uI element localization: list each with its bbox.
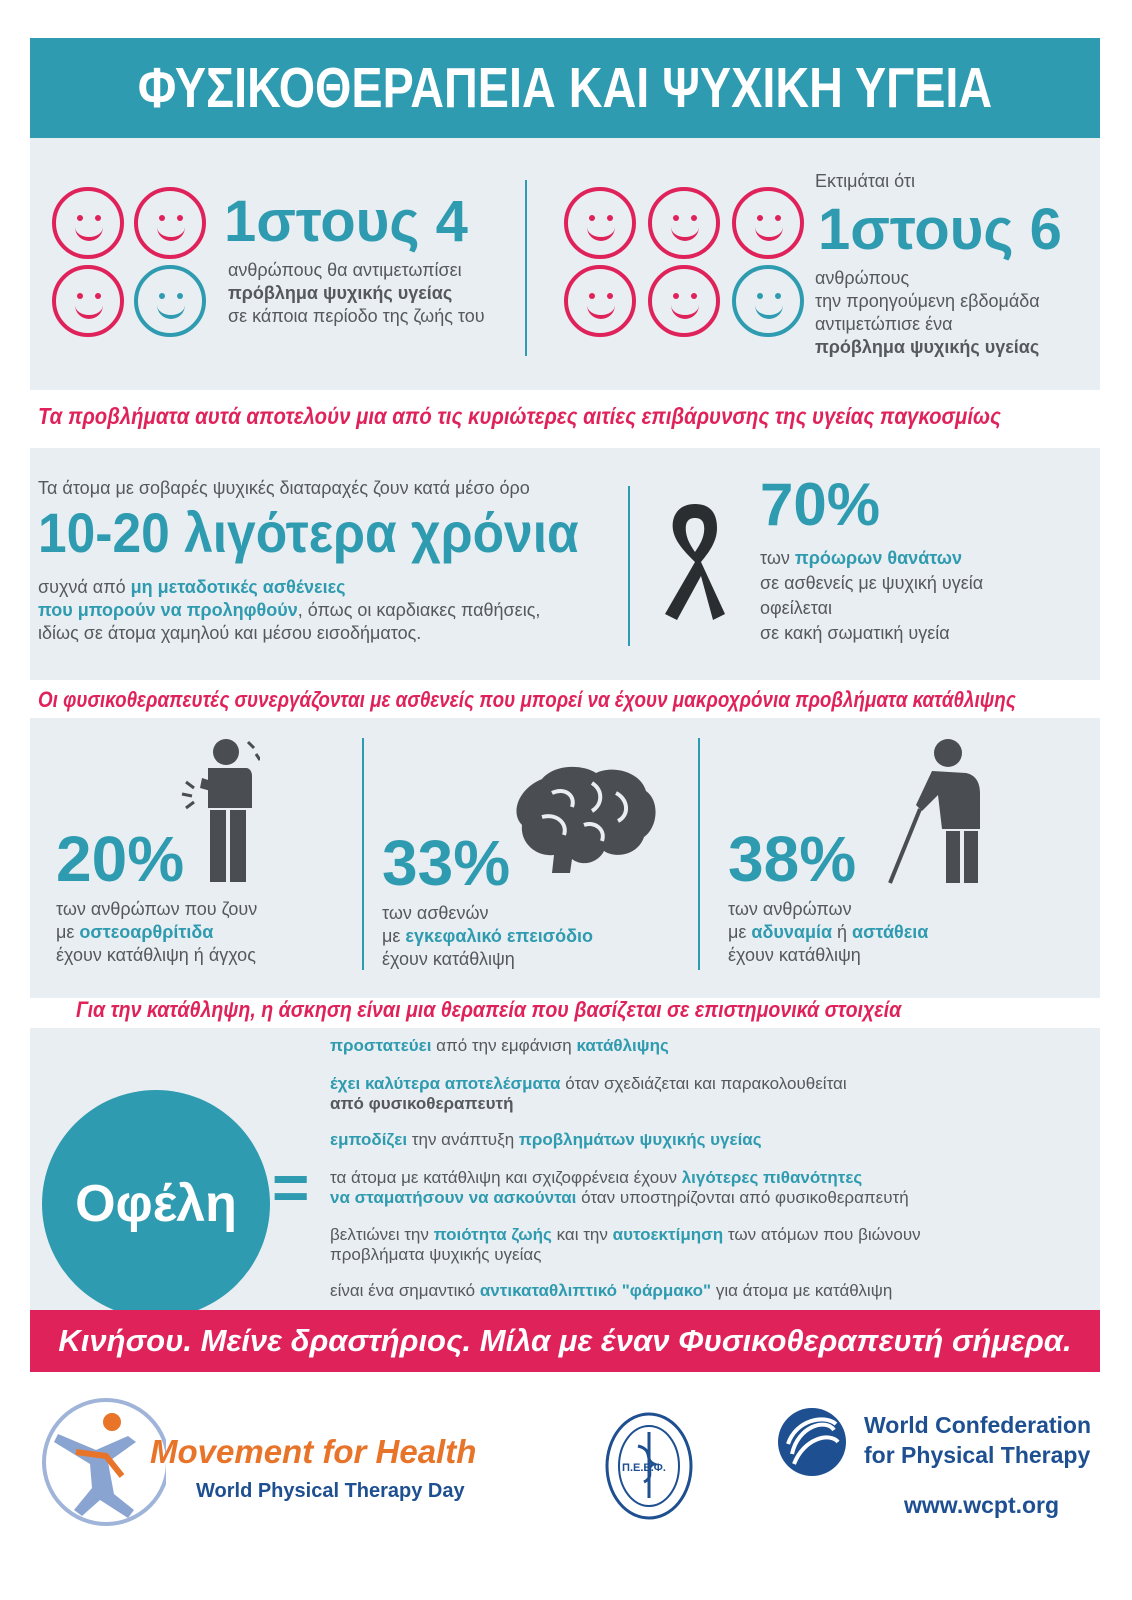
benefit-item: προστατεύει από την εμφάνιση κατάθλιψης [330, 1036, 669, 1055]
premature-deaths-line4: σε κακή σωματική υγεία [760, 623, 950, 643]
benefit-item: τα άτομα με κατάθλιψη και σχιζοφρένεια έχουν λιγότερες πιθανότητες [330, 1168, 863, 1187]
wcpt-name-line1: World Confederation [864, 1412, 1092, 1438]
stat-one-in-six-line4: πρόβλημα ψυχικής υγείας [815, 337, 1040, 357]
osteoarthritis-line1: των ανθρώπων που ζουν [56, 899, 258, 919]
movement-for-health-subtitle: World Physical Therapy Day [196, 1480, 465, 1502]
benefits-title: Οφέλη [75, 1175, 237, 1233]
osteoarthritis-line3: έχουν κατάθλιψη ή άγχος [56, 945, 256, 965]
movement-for-health-title: Movement for Health [150, 1433, 477, 1470]
stat-one-in-four-line1: ανθρώπους θα αντιμετωπίσει [228, 260, 462, 280]
premature-deaths-line1: των πρόωρων θανάτων [760, 548, 963, 568]
premature-deaths-stat: 70% [760, 471, 881, 538]
frailty-line2: με αδυναμία ή αστάθεια [728, 922, 929, 942]
wcpt-website-link[interactable]: www.wcpt.org [904, 1492, 1060, 1518]
premature-deaths-line3: οφείλεται [760, 598, 832, 618]
life-expectancy-stat: 10-20 λιγότερα χρόνια [38, 501, 579, 564]
stat-one-in-six: 1στους 6 [818, 197, 1062, 262]
benefits-circle [42, 1090, 270, 1318]
person-in-pain-icon [178, 738, 260, 886]
divider [362, 738, 364, 970]
benefit-item: εμποδίζει την ανάπτυξη προβλημάτων ψυχικής υγείας [330, 1130, 762, 1149]
stat-one-in-six-pre: Εκτιμάται ότι [815, 171, 916, 191]
osteoarthritis-stat: 20% [56, 823, 185, 895]
wcpt-name-line2: for Physical Therapy [864, 1442, 1091, 1468]
divider [525, 180, 527, 356]
brain-icon [512, 763, 658, 875]
life-expectancy-line1: συχνά από μη μεταδοτικές ασθένειες [38, 577, 346, 597]
page-title: ΦΥΣΙΚΟΘΕΡΑΠΕΙΑ ΚΑΙ ΨΥΧΙΚΗ ΥΓΕΙΑ [137, 56, 993, 120]
elderly-person-with-cane-icon [886, 737, 998, 887]
stroke-stat: 33% [382, 827, 511, 899]
stat-one-in-four-line3: σε κάποια περίοδο της ζωής του [228, 306, 485, 326]
life-expectancy-line3: ιδίως σε άτομα χαμηλού και μέσου εισοδήματος. [38, 623, 422, 643]
movement-for-health-logo-icon [36, 1392, 166, 1532]
osteoarthritis-line2: με οστεοαρθρίτιδα [56, 922, 214, 942]
premature-deaths-line2: σε ασθενείς με ψυχική υγεία [760, 573, 984, 593]
life-expectancy-line2: που μπορούν να προληφθούν, όπως οι καρδιακες παθήσεις, [38, 600, 541, 620]
headline-burden: Τα προβλήματα αυτά αποτελούν μια από τις κυριώτερες αιτίες επιβάρυνσης της υγείας παγκοσμίως [38, 403, 1001, 429]
benefit-item-cont: από φυσικοθεραπευτή [330, 1094, 514, 1113]
divider [628, 486, 630, 646]
frailty-line3: έχουν κατάθλιψη [728, 945, 861, 965]
awareness-ribbon-icon [655, 496, 735, 622]
life-expectancy-pre: Τα άτομα με σοβαρές ψυχικές διαταραχές ζουν κατά μέσο όρο [38, 478, 530, 498]
stat-one-in-four-line2: πρόβλημα ψυχικής υγείας [228, 283, 453, 303]
stat-one-in-four: 1στους 4 [224, 189, 468, 254]
stroke-line1: των ασθενών [382, 903, 489, 923]
benefit-item: έχει καλύτερα αποτελέσματα όταν σχεδιάζεται και παρακολουθείται [330, 1074, 847, 1093]
wcpt-logo-icon [776, 1406, 848, 1478]
stroke-line2: με εγκεφαλικό επεισόδιο [382, 926, 594, 946]
benefit-item: βελτιώνει την ποιότητα ζωής και την αυτοεκτίμηση των ατόμων που βιώνουν [330, 1225, 921, 1244]
stat-one-in-six-line2: την προηγούμενη εβδομάδα [815, 291, 1040, 311]
benefit-item-cont: να σταματήσουν να ασκούνται όταν υποστηρίζονται από φυσικοθεραπευτή [330, 1188, 909, 1207]
peef-seal-text: Π.Ε.Ε.Φ. [622, 1462, 666, 1474]
headline-exercise: Για την κατάθληψη, η άσκηση είναι μια θεραπεία που βασίζεται σε επιστημονικά στοιχεία [76, 997, 902, 1022]
stat-one-in-six-line3: αντιμετώπισε ένα [815, 314, 953, 334]
stroke-line3: έχουν κατάθλιψη [382, 949, 515, 969]
frailty-stat: 38% [728, 823, 857, 895]
headline-physiotherapists: Οι φυσικοθεραπευτές συνεργάζονται με ασθενείς που μπορεί να έχουν μακροχρόνια προβλήματα κατάθλιψης [38, 687, 1016, 712]
benefit-item: είναι ένα σημαντικό αντικαταθλιπτικό "φάρμακο" για άτομα με κατάθλιψη [330, 1281, 893, 1300]
divider [698, 738, 700, 970]
stat-one-in-six-line1: ανθρώπους [815, 268, 910, 288]
equals-sign: = [272, 1151, 310, 1223]
frailty-line1: των ανθρώπων [728, 899, 852, 919]
title-banner [30, 38, 1100, 138]
benefit-item-cont: προβλήματα ψυχικής υγείας [330, 1245, 542, 1264]
call-to-action-text: Κινήσου. Μείνε δραστήριος. Μίλα με έναν Φυσικοθεραπευτή σήμερα. [58, 1323, 1072, 1358]
call-to-action-banner [30, 1310, 1100, 1372]
